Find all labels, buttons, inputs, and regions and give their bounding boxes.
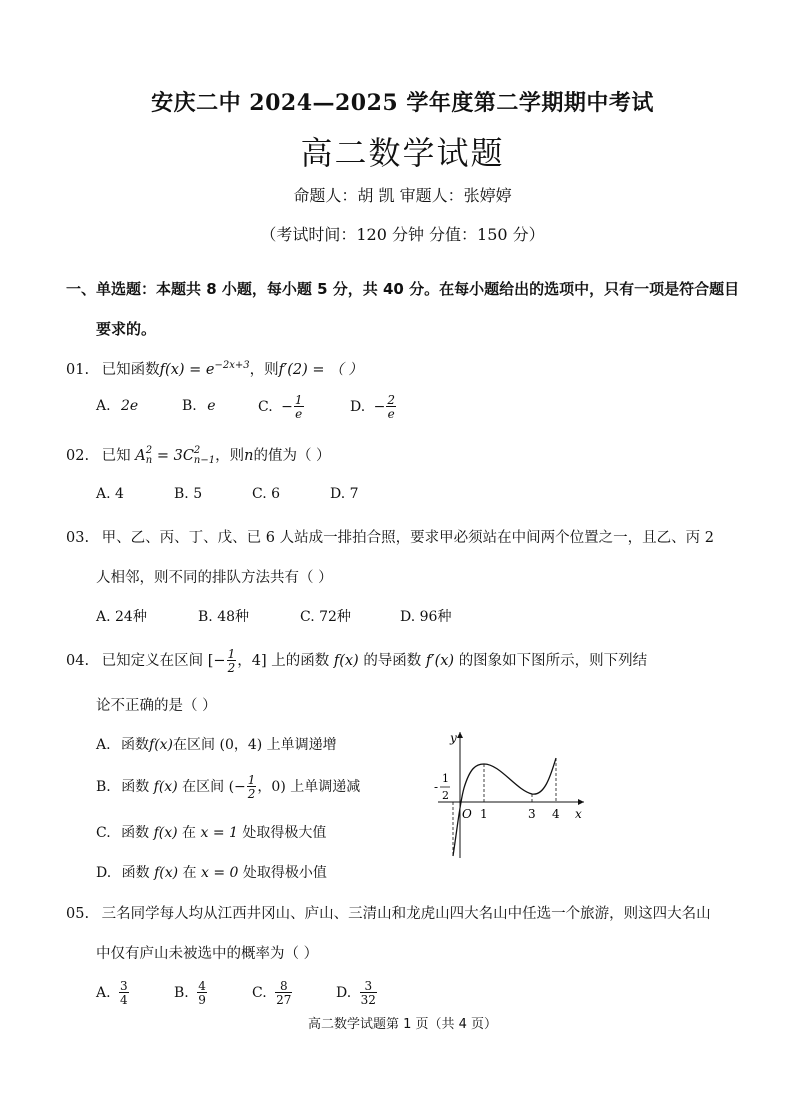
option-a: A. 24种 (96, 609, 147, 625)
option-b (182, 398, 216, 414)
question-number: 01. (66, 362, 90, 378)
option-c: C. 6 (252, 486, 281, 502)
option-d: D. 7 (330, 486, 359, 502)
math-sub: n−1 (193, 455, 216, 466)
option-d (350, 394, 397, 420)
question-text: ，则 (215, 448, 245, 464)
question-text: 已知定义在区间 [− (101, 653, 226, 669)
option-d: D. 函数 f(x) 在 x = 0 处取得极小值 (96, 865, 327, 881)
section-heading-line1: 一、单选题：本题共 8 小题，每小题 5 分，共 40 分。在每小题给出的选项中，只有一项是符合题目 (66, 280, 740, 298)
option-b: B. 函数 f(x) 在区间 (− $\frac{1}{2}$ ，0) 上单调递减 (96, 773, 361, 801)
option-d: D. 96种 (400, 609, 452, 625)
question-text: 的图象如下图所示，则下列结 (458, 653, 648, 669)
question-3-line2: 人相邻，则不同的排队方法共有（ ） (96, 570, 333, 586)
option-a: A. $\frac{3}{4}$ (96, 979, 128, 1007)
question-5-line2: 中仅有庐山未被选中的概率为（ ） (96, 946, 319, 962)
math-sub: n (145, 455, 153, 466)
option-fraction: $\frac{1}{e}$ (294, 393, 303, 421)
option-b: B. 5 (174, 486, 203, 502)
option-fraction: $\frac{2}{e}$ (387, 393, 396, 421)
question-2 (66, 444, 331, 466)
option-c: C. 72种 (300, 609, 351, 625)
math-exponent: −2x+3 (214, 360, 250, 372)
option-b: B. $\frac{4}{9}$ (174, 979, 206, 1007)
math-expression: f′(2) = （ ） (278, 362, 363, 378)
question-text: 甲、乙、丙、丁、戊、已 6 人站成一排拍合照，要求甲必须站在中间两个位置之一，且乙、丙 2 (101, 530, 714, 546)
question-text: 已知 (101, 448, 131, 464)
question-5 (66, 902, 711, 923)
question-4 (66, 648, 647, 674)
exam-authors: 命题人：胡 凯 审题人：张婷婷 (293, 186, 512, 205)
question-number: 04. (66, 653, 90, 669)
question-text: ，则 (249, 362, 279, 378)
origin-label: O (462, 807, 472, 821)
option-value: e (207, 398, 216, 414)
exam-time-info: （考试时间：120 分钟 分值：150 分） (260, 225, 545, 244)
question-number: 03. (66, 530, 90, 546)
math-expression: f′(x) (425, 653, 455, 669)
math-variable: n (244, 448, 254, 464)
option-label: A. (96, 398, 111, 414)
question-text: 已知函数 (101, 362, 160, 378)
option-c: C. 函数 f(x) 在 x = 1 处取得极大值 (96, 825, 327, 841)
x-axis-label: x (575, 807, 582, 821)
question-text: ，4] 上的函数 (237, 653, 330, 669)
question-text: 三名同学每人均从江西井冈山、庐山、三清山和龙虎山四大名山中任选一个旅游，则这四大名山 (101, 906, 711, 922)
question-3 (66, 526, 714, 547)
option-a: A. 4 (96, 486, 124, 502)
option-a (96, 398, 138, 414)
option-c: C. $\frac{8}{27}$ (252, 979, 292, 1007)
exam-title: 安庆二中 2024—2025 学年度第二学期期中考试 (151, 90, 654, 116)
option-sign: − (281, 399, 293, 415)
exam-subtitle: 高二数学试题 (300, 134, 505, 172)
math-symbol: A (135, 448, 146, 464)
option-label: B. (182, 398, 197, 414)
derivative-graph (420, 728, 600, 863)
section-heading-line2: 要求的。 (96, 320, 157, 338)
question-text: 的值为（ ） (253, 448, 331, 464)
option-a: A. 函数f(x)在区间 (0，4) 上单调递增 (96, 737, 337, 753)
question-1 (66, 358, 363, 379)
neg-half-den: 2 (442, 789, 449, 802)
math-expression: f(x) (333, 653, 359, 669)
math-sup: 2 (193, 445, 201, 456)
neg-half-num: 1 (442, 772, 449, 785)
neg-sign: - (434, 780, 439, 794)
math-expression: = 3 (152, 448, 183, 464)
option-sign: − (373, 399, 386, 415)
page-footer: 高二数学试题第 1 页（共 4 页） (307, 1017, 498, 1032)
tick-label-4: 4 (552, 807, 560, 821)
math-expression: f(x) = e (159, 362, 215, 378)
question-number: 05. (66, 906, 90, 922)
tick-label-1: 1 (480, 807, 488, 821)
option-c (258, 394, 305, 420)
math-symbol: C (182, 448, 194, 464)
option-label: C. (258, 399, 273, 415)
option-label: D. (350, 399, 366, 415)
math-fraction: $\frac{1}{2}$ (227, 647, 236, 675)
option-d: D. $\frac{3}{32}$ (336, 979, 376, 1007)
option-b: B. 48种 (198, 609, 250, 625)
question-text: 的导函数 (363, 653, 422, 669)
y-axis-label: y (450, 731, 457, 745)
question-number: 02. (66, 448, 90, 464)
tick-label-3: 3 (528, 807, 536, 821)
question-4-line2: 论不正确的是（ ） (96, 698, 217, 714)
option-value: 2e (121, 398, 139, 414)
math-sup: 2 (145, 445, 153, 456)
